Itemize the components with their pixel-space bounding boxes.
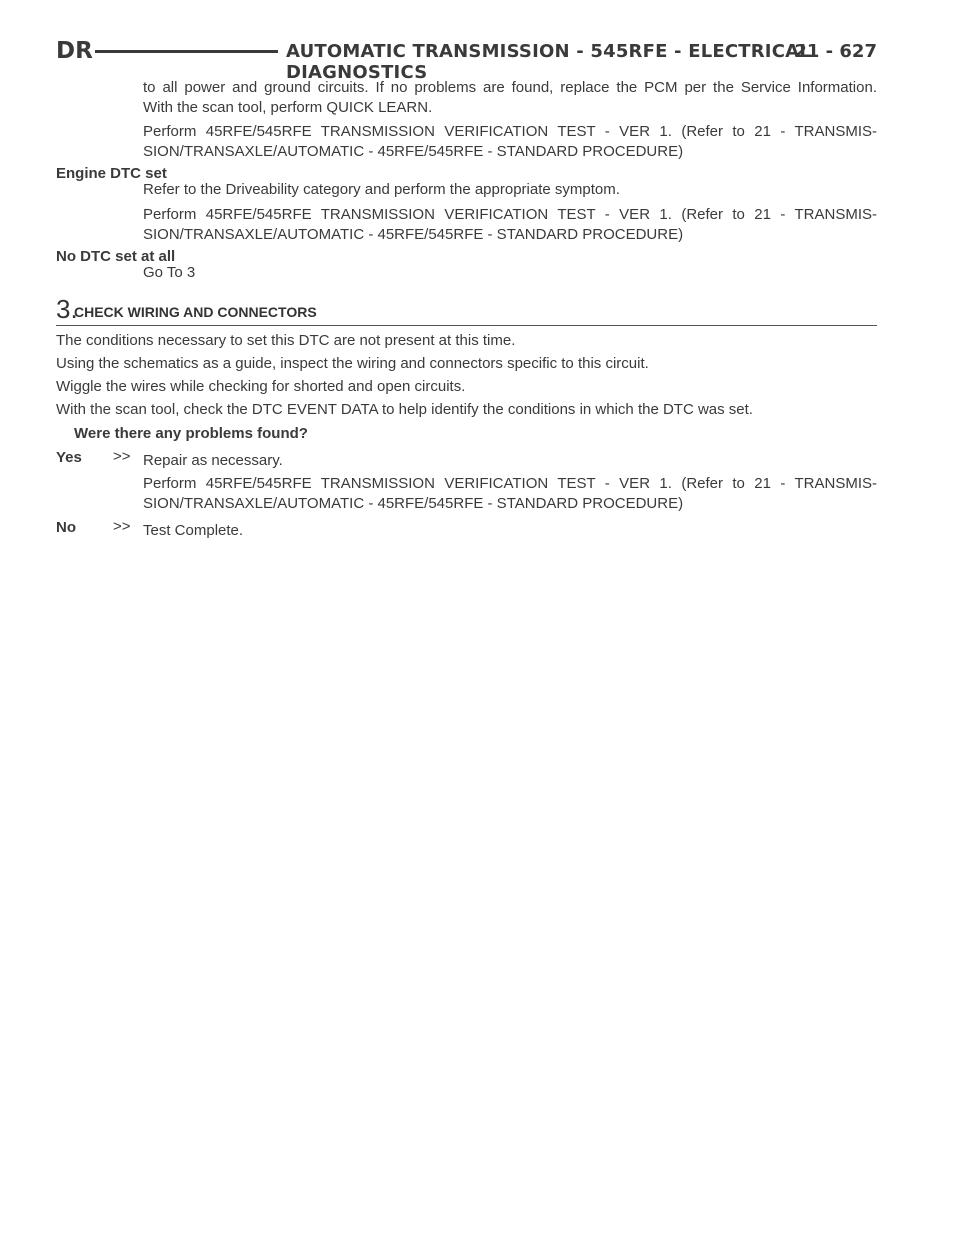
- arrow-icon: >>: [113, 518, 131, 535]
- body-text: With the scan tool, check the DTC EVENT DATA to help identify the conditions in which the DTC was set.: [56, 401, 753, 418]
- step-rule: [56, 325, 877, 326]
- answer-no-label: No: [56, 519, 76, 536]
- body-text: Test Complete.: [143, 522, 244, 539]
- verification-text: SION/TRANSAXLE/AUTOMATIC - 45RFE/545RFE - STANDARD PROCEDURE): [143, 495, 684, 512]
- answer-yes-label: Yes: [56, 449, 82, 466]
- question-text: Were there any problems found?: [74, 425, 308, 442]
- body-text: to all power and ground circuits. If no problems are found, replace the PCM per the Service Information.: [143, 79, 877, 96]
- step-number: 3.: [56, 294, 78, 324]
- verification-text: Perform 45RFE/545RFE TRANSMISSION VERIFICATION TEST - VER 1. (Refer to 21 - TRANSMIS-: [143, 123, 877, 140]
- section-code: DR: [56, 38, 93, 64]
- page-header: [56, 38, 877, 83]
- body-text: With the scan tool, perform QUICK LEARN.: [143, 99, 433, 116]
- condition-label: No DTC set at all: [56, 248, 176, 265]
- verification-text: SION/TRANSAXLE/AUTOMATIC - 45RFE/545RFE - STANDARD PROCEDURE): [143, 143, 684, 160]
- body-text: Wiggle the wires while checking for shorted and open circuits.: [56, 378, 466, 395]
- arrow-icon: >>: [113, 448, 131, 465]
- header-title: AUTOMATIC TRANSMISSION - 545RFE - ELECTRICAL DIAGNOSTICS: [286, 41, 811, 83]
- verification-text: Perform 45RFE/545RFE TRANSMISSION VERIFICATION TEST - VER 1. (Refer to 21 - TRANSMIS-: [143, 475, 877, 492]
- condition-label: Engine DTC set: [56, 165, 167, 182]
- verification-text: SION/TRANSAXLE/AUTOMATIC - 45RFE/545RFE - STANDARD PROCEDURE): [143, 226, 684, 243]
- body-text: Repair as necessary.: [143, 452, 283, 469]
- page-number: 21 - 627: [794, 41, 877, 62]
- verification-text: Perform 45RFE/545RFE TRANSMISSION VERIFICATION TEST - VER 1. (Refer to 21 - TRANSMIS-: [143, 206, 877, 223]
- body-text: Using the schematics as a guide, inspect the wiring and connectors specific to this circuit.: [56, 355, 649, 372]
- header-rule: [95, 50, 278, 53]
- goto-link-text: Go To 3: [143, 264, 196, 281]
- body-text: The conditions necessary to set this DTC are not present at this time.: [56, 332, 516, 349]
- step-title: CHECK WIRING AND CONNECTORS: [74, 304, 317, 320]
- body-text: Refer to the Driveability category and perform the appropriate symptom.: [143, 181, 620, 198]
